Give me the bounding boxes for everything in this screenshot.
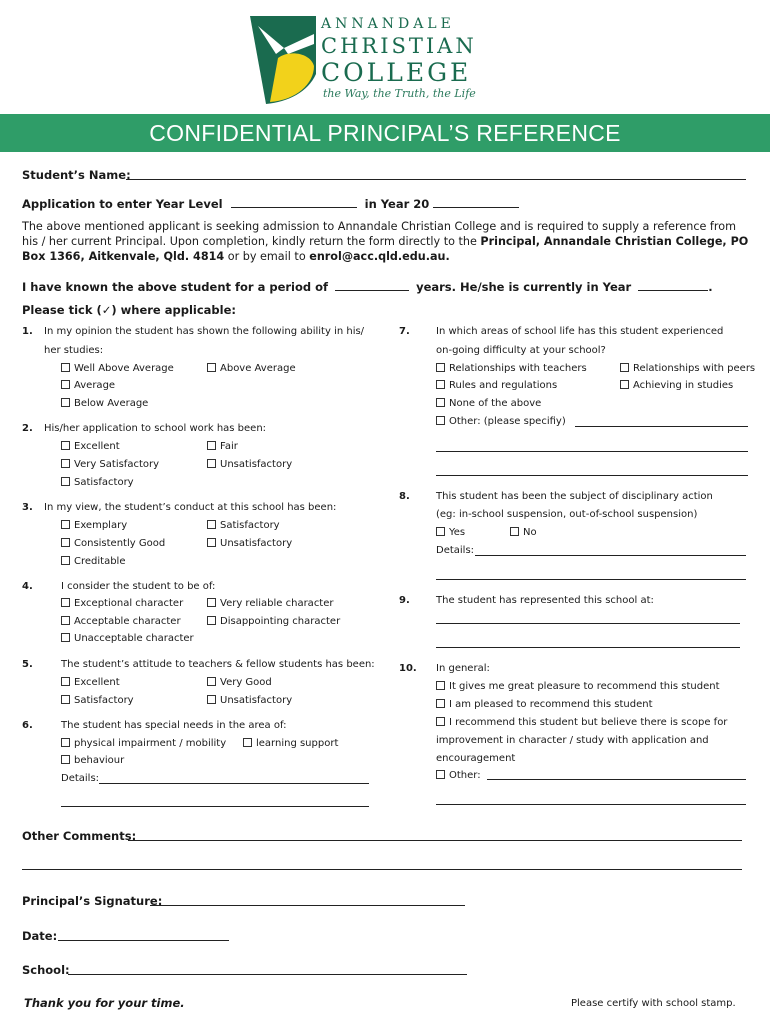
year-level-field[interactable] (231, 197, 357, 208)
logo-line-2: CHRISTIAN (321, 34, 477, 58)
checkbox-icon (61, 363, 70, 372)
checkbox-icon (436, 380, 445, 389)
q9-text: The student has represented this school at: (436, 595, 654, 606)
q7-other-field[interactable] (575, 426, 748, 427)
checkbox-icon (436, 363, 445, 372)
q3-number: 3. (22, 502, 33, 513)
application-row (22, 197, 519, 211)
q3-option-consistently-good[interactable]: Consistently Good (61, 538, 165, 549)
q2-number: 2. (22, 423, 33, 434)
q6-details-field-2[interactable] (61, 806, 369, 807)
q4-option-disappointing[interactable]: Disappointing character (207, 616, 340, 627)
q10-option-pleased[interactable]: I am pleased to recommend this student (436, 699, 653, 710)
q8-option-no[interactable]: No (510, 527, 537, 538)
q7-option-other[interactable]: Other: (please specifiy) (436, 416, 566, 427)
logo-motto: the Way, the Truth, the Life (323, 87, 476, 100)
q5-option-excellent[interactable]: Excellent (61, 677, 120, 688)
other-comments-field-2[interactable] (22, 869, 742, 870)
q3-option-satisfactory[interactable]: Satisfactory (207, 520, 280, 531)
q1-option-above-average[interactable]: Above Average (207, 363, 296, 374)
q6-details-field[interactable] (99, 783, 369, 784)
signature-label: Principal’s Signature: (22, 894, 163, 908)
application-label-1: Application to enter Year Level (22, 197, 223, 211)
q3-option-exemplary[interactable]: Exemplary (61, 520, 127, 531)
q8-details-field[interactable] (475, 555, 746, 556)
q10-option-great-pleasure[interactable]: It gives me great pleasure to recommend this student (436, 681, 720, 692)
q1-option-below-average[interactable]: Below Average (61, 398, 148, 409)
checkbox-icon (61, 477, 70, 486)
q10-option-other[interactable]: Other: (436, 770, 481, 781)
page-title: CONFIDENTIAL PRINCIPAL’S REFERENCE (149, 119, 621, 146)
q5-option-satisfactory[interactable]: Satisfactory (61, 695, 134, 706)
q10-line-2[interactable] (436, 804, 746, 805)
college-crest-icon (248, 14, 318, 106)
checkbox-icon (207, 441, 216, 450)
q10-other-field[interactable] (487, 779, 746, 780)
logo-line-1: ANNANDALE (321, 16, 455, 32)
checkbox-icon (61, 598, 70, 607)
q1-text-2: her studies: (44, 345, 104, 356)
checkbox-icon (61, 755, 70, 764)
checkbox-icon (620, 363, 629, 372)
q8-text-1: This student has been the subject of disciplinary action (436, 491, 713, 502)
checkbox-icon (61, 695, 70, 704)
checkbox-icon (61, 556, 70, 565)
checkbox-icon (207, 616, 216, 625)
checkbox-icon (436, 398, 445, 407)
checkbox-icon (510, 527, 519, 536)
current-year-field[interactable] (638, 280, 708, 291)
q10-cont-2: encouragement (436, 753, 516, 764)
q7-option-teachers[interactable]: Relationships with teachers (436, 363, 587, 374)
checkbox-icon (61, 616, 70, 625)
q8-number: 8. (399, 491, 410, 502)
checkbox-icon (61, 398, 70, 407)
checkbox-icon (207, 363, 216, 372)
year-field[interactable] (433, 197, 519, 208)
q1-option-average[interactable]: Average (61, 380, 115, 391)
application-label-2: in Year 20 (364, 197, 430, 211)
other-comments-label: Other Comments: (22, 829, 137, 843)
q3-option-unsatisfactory[interactable]: Unsatisfactory (207, 538, 292, 549)
student-name-field[interactable] (126, 179, 746, 180)
checkbox-icon (207, 598, 216, 607)
q4-option-very-reliable[interactable]: Very reliable character (207, 598, 334, 609)
checkbox-icon (436, 527, 445, 536)
q4-option-unacceptable[interactable]: Unacceptable character (61, 633, 194, 644)
q4-text: I consider the student to be of: (61, 581, 216, 592)
checkbox-icon (61, 677, 70, 686)
logo-line-3: COLLEGE (321, 58, 472, 87)
q7-line-3[interactable] (436, 475, 748, 476)
q9-line-1[interactable] (436, 623, 740, 624)
college-logo (248, 14, 508, 106)
q2-text: His/her application to school work has been: (44, 423, 267, 434)
q8-option-yes[interactable]: Yes (436, 527, 465, 538)
date-label: Date: (22, 929, 58, 943)
checkbox-icon (207, 695, 216, 704)
checkbox-icon (61, 380, 70, 389)
tick-instruction: Please tick (✓) where applicable: (22, 303, 236, 317)
q10-number: 10. (399, 663, 417, 674)
student-name-label: Student’s Name: (22, 168, 131, 182)
other-comments-field[interactable] (128, 840, 742, 841)
q10-text: In general: (436, 663, 490, 674)
checkbox-icon (436, 770, 445, 779)
checkbox-icon (207, 677, 216, 686)
known-years-field[interactable] (335, 280, 409, 291)
q8-details-field-2[interactable] (436, 579, 746, 580)
q7-option-peers[interactable]: Relationships with peers (620, 363, 755, 374)
school-label: School: (22, 963, 70, 977)
q3-option-creditable[interactable]: Creditable (61, 556, 125, 567)
intro-paragraph (22, 219, 750, 264)
q7-text-2: on-going difficulty at your school? (436, 345, 606, 356)
title-banner (0, 114, 770, 152)
known-label-2: years. He/she is currently in Year (416, 280, 632, 294)
checkbox-icon (436, 717, 445, 726)
checkbox-icon (61, 459, 70, 468)
q10-cont-1: improvement in character / study with application and (436, 735, 709, 746)
checkbox-icon (436, 681, 445, 690)
q5-option-very-good[interactable]: Very Good (207, 677, 272, 688)
checkbox-icon (61, 520, 70, 529)
checkbox-icon (207, 538, 216, 547)
q4-option-exceptional[interactable]: Exceptional character (61, 598, 183, 609)
stamp-note: Please certify with school stamp. (571, 998, 736, 1009)
q6-option-behaviour[interactable]: behaviour (61, 755, 124, 766)
checkbox-icon (436, 416, 445, 425)
q6-text: The student has special needs in the area of: (61, 720, 287, 731)
q10-option-scope[interactable]: I recommend this student but believe there is scope for (436, 717, 727, 728)
q6-number: 6. (22, 720, 33, 731)
q7-option-none[interactable]: None of the above (436, 398, 541, 409)
q8-details-label: Details: (436, 545, 475, 556)
q1-number: 1. (22, 326, 33, 337)
q5-number: 5. (22, 659, 33, 670)
q3-text: In my view, the student’s conduct at this school has been: (44, 502, 337, 513)
school-field[interactable] (68, 974, 467, 975)
q7-line-2[interactable] (436, 451, 748, 452)
q5-text: The student’s attitude to teachers & fellow students has been: (61, 659, 375, 670)
q9-number: 9. (399, 595, 410, 606)
q4-number: 4. (22, 581, 33, 592)
q2-option-satisfactory[interactable]: Satisfactory (61, 477, 134, 488)
checkbox-icon (207, 459, 216, 468)
q6-details-label: Details: (61, 773, 100, 784)
checkbox-icon (620, 380, 629, 389)
q7-number: 7. (399, 326, 410, 337)
intro-text-2: or by email to (224, 250, 310, 263)
checkbox-icon (61, 441, 70, 450)
signature-field[interactable] (150, 905, 465, 906)
q6-option-physical[interactable]: physical impairment / mobility (61, 738, 226, 749)
checkbox-icon (243, 738, 252, 747)
intro-address: Principal, Annandale Christian College, PO Box 1366, Aitkenvale, Qld. 4814 (22, 235, 749, 263)
q9-line-2[interactable] (436, 647, 740, 648)
checkbox-icon (61, 633, 70, 642)
thank-you-text: Thank you for your time. (24, 996, 185, 1010)
q2-option-excellent[interactable]: Excellent (61, 441, 120, 452)
checkbox-icon (61, 738, 70, 747)
checkbox-icon (436, 699, 445, 708)
known-period: . (708, 280, 713, 294)
checkbox-icon (61, 538, 70, 547)
q2-option-very-satisfactory[interactable]: Very Satisfactory (61, 459, 159, 470)
q7-text-1: In which areas of school life has this student experienced (436, 326, 724, 337)
checkbox-icon (207, 520, 216, 529)
date-field[interactable] (58, 940, 229, 941)
known-label-1: I have known the above student for a period of (22, 280, 329, 294)
q6-option-learning[interactable]: learning support (243, 738, 338, 749)
q1-text-1: In my opinion the student has shown the following ability in his/ (44, 326, 365, 337)
intro-email: enrol@acc.qld.edu.au. (309, 250, 450, 263)
q5-option-unsatisfactory[interactable]: Unsatisfactory (207, 695, 292, 706)
q8-text-2: (eg: in-school suspension, out-of-school suspension) (436, 509, 698, 520)
q1-option-well-above-average[interactable]: Well Above Average (61, 363, 174, 374)
q7-option-studies[interactable]: Achieving in studies (620, 380, 733, 391)
q4-option-acceptable[interactable]: Acceptable character (61, 616, 181, 627)
q7-option-rules[interactable]: Rules and regulations (436, 380, 557, 391)
intro-text-1: The above mentioned applicant is seeking admission to Annandale Christian College and is required to supply a reference from his / her current Principal. Upon completion, kindly return the form directly to the (22, 220, 736, 248)
q2-option-fair[interactable]: Fair (207, 441, 238, 452)
known-row (22, 280, 713, 294)
q2-option-unsatisfactory[interactable]: Unsatisfactory (207, 459, 292, 470)
